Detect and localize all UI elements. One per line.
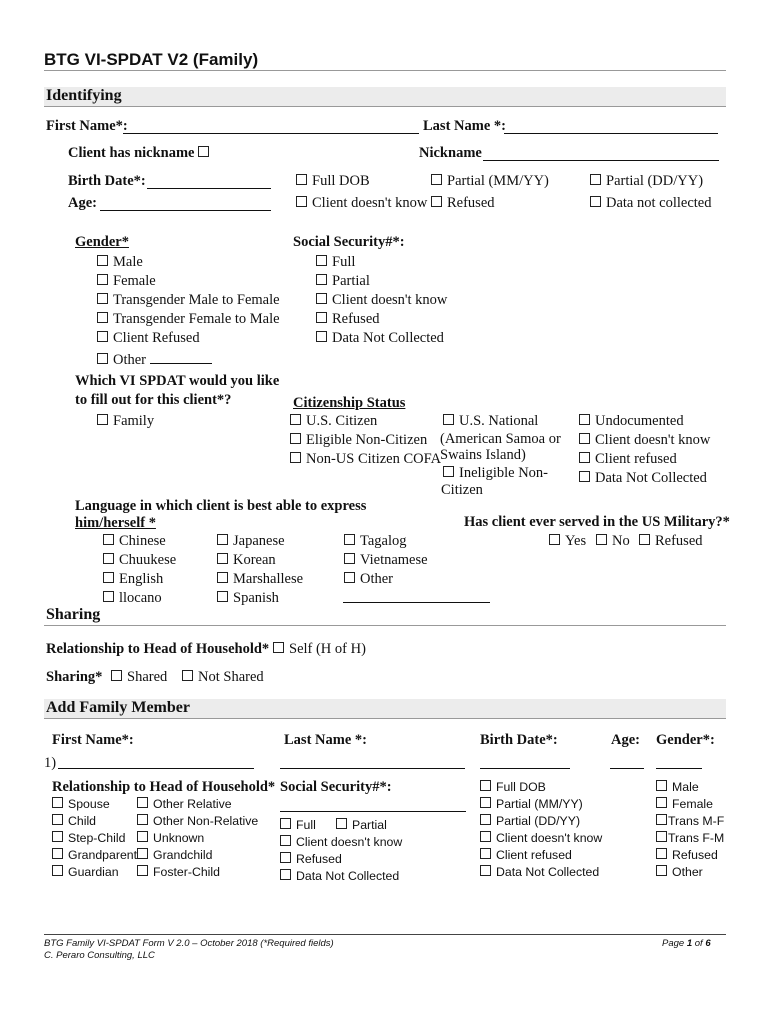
which-spdat-question-line1: Which VI SPDAT would you like (75, 373, 280, 389)
checkbox[interactable] (656, 780, 667, 791)
dob-partial-ddyy-option[interactable]: Partial (DD/YY) (590, 173, 703, 190)
section-rule-identifying (44, 106, 726, 107)
family-gender-other[interactable]: Other (656, 865, 703, 879)
checkbox[interactable] (579, 471, 590, 482)
family-ssn-full[interactable]: Full (280, 818, 316, 832)
military-question: Has client ever served in the US Military?* (464, 514, 730, 530)
citizenship-ineligible-note: Citizen (441, 482, 483, 498)
sharing-option-not-shared[interactable]: Not Shared (182, 669, 264, 686)
family-rel-foster-child[interactable]: Foster-Child (137, 865, 220, 879)
checkbox[interactable] (590, 196, 601, 207)
citizenship-option-eligible-non-citizen[interactable]: Eligible Non-Citizen (290, 432, 427, 449)
footer-company: C. Peraro Consulting, LLC (44, 950, 155, 961)
checkbox[interactable] (137, 848, 148, 859)
section-heading-identifying: Identifying (46, 87, 122, 104)
family-rel-unknown[interactable]: Unknown (137, 831, 204, 845)
family-gender-trans-fm[interactable]: Trans F-M (656, 831, 724, 845)
checkbox[interactable] (296, 174, 307, 185)
family-ssn-field[interactable] (280, 811, 466, 812)
family-rel-spouse[interactable]: Spouse (52, 797, 110, 811)
language-label-line1: Language in which client is best able to express (75, 498, 367, 514)
checkbox[interactable] (590, 174, 601, 185)
dob-full-option[interactable]: Full DOB (296, 173, 370, 190)
title-rule (44, 70, 726, 71)
checkbox[interactable] (290, 414, 301, 425)
family-ssn-partial[interactable]: Partial (336, 818, 387, 832)
footer-form-info: BTG Family VI-SPDAT Form V 2.0 – October 2018 (*Required fields) (44, 938, 334, 949)
birth-date-label: Birth Date*: (68, 173, 146, 189)
age-label: Age: (68, 195, 97, 211)
family-gender-refused[interactable]: Refused (656, 848, 718, 862)
gender-option-trans-fm[interactable]: Transgender Female to Male (97, 311, 280, 328)
checkbox[interactable] (656, 797, 667, 808)
checkbox[interactable] (316, 331, 327, 342)
age-field[interactable] (100, 210, 271, 211)
checkbox[interactable] (656, 831, 667, 842)
checkbox[interactable] (103, 553, 114, 564)
checkbox[interactable] (52, 831, 63, 842)
spdat-option-family[interactable]: Family (97, 413, 154, 430)
ssn-option-partial[interactable]: Partial (316, 273, 370, 290)
family-ssn-doesnt-know[interactable]: Client doesn't know (280, 835, 402, 849)
checkbox[interactable] (103, 591, 114, 602)
family-dob-full[interactable]: Full DOB (480, 780, 546, 794)
family-ssn-not-collected[interactable]: Data Not Collected (280, 869, 399, 883)
language-label-line2: him/herself * (75, 515, 156, 531)
language-option-tagalog[interactable]: Tagalog (344, 533, 407, 550)
nickname-checkbox[interactable] (198, 146, 209, 157)
dob-partial-mmyy-option[interactable]: Partial (MM/YY) (431, 173, 549, 190)
family-first-name-label: First Name*: (52, 732, 134, 748)
family-rel-other-non-relative[interactable]: Other Non-Relative (137, 814, 258, 828)
family-relationship-label: Relationship to Head of Household* (52, 779, 276, 795)
checkbox[interactable] (344, 572, 355, 583)
checkbox[interactable] (103, 572, 114, 583)
family-first-name-field[interactable] (58, 768, 254, 769)
section-band-identifying (44, 87, 726, 106)
nickname-label: Nickname (419, 145, 482, 161)
family-gender-label: Gender*: (656, 732, 715, 748)
first-name-field[interactable] (123, 133, 419, 134)
checkbox[interactable] (480, 780, 491, 791)
checkbox[interactable] (443, 466, 454, 477)
checkbox[interactable] (97, 312, 108, 323)
checkbox[interactable] (52, 865, 63, 876)
checkbox[interactable] (290, 433, 301, 444)
citizenship-option-not-collected[interactable]: Data Not Collected (579, 470, 707, 487)
gender-option-trans-mf[interactable]: Transgender Male to Female (97, 292, 280, 309)
client-nickname-option[interactable] (68, 145, 214, 162)
language-option-english[interactable]: English (103, 571, 163, 588)
checkbox[interactable] (344, 534, 355, 545)
family-gender-female[interactable]: Female (656, 797, 713, 811)
checkbox[interactable] (290, 452, 301, 463)
section-heading-add-family: Add Family Member (46, 699, 190, 716)
military-option-refused[interactable]: Refused (639, 533, 703, 550)
gender-option-refused[interactable]: Client Refused (97, 330, 200, 347)
checkbox[interactable] (344, 553, 355, 564)
family-row-number: 1) (44, 755, 57, 771)
language-option-chuukese[interactable]: Chuukese (103, 552, 176, 569)
citizenship-option-us-citizen[interactable]: U.S. Citizen (290, 413, 377, 430)
checkbox[interactable] (280, 818, 291, 829)
citizenship-us-national-note1: (American Samoa or (440, 431, 561, 447)
sharing-option-shared[interactable]: Shared (111, 669, 167, 686)
checkbox[interactable] (97, 293, 108, 304)
checkbox[interactable] (480, 797, 491, 808)
checkbox[interactable] (480, 814, 491, 825)
dob-not-collected-option[interactable]: Data not collected (590, 195, 711, 212)
family-gender-male[interactable]: Male (656, 780, 699, 794)
family-dob-partial-ddyy[interactable]: Partial (DD/YY) (480, 814, 580, 828)
ssn-label: Social Security#*: (293, 234, 405, 250)
checkbox[interactable] (111, 670, 122, 681)
checkbox[interactable] (217, 553, 228, 564)
dob-refused-option[interactable]: Refused (431, 195, 495, 212)
checkbox[interactable] (97, 353, 108, 364)
family-dob-refused[interactable]: Client refused (480, 848, 572, 862)
checkbox[interactable] (443, 414, 454, 425)
citizenship-option-us-national[interactable]: U.S. National (443, 413, 538, 430)
checkbox[interactable] (182, 670, 193, 681)
checkbox[interactable] (549, 534, 560, 545)
family-rel-child[interactable]: Child (52, 814, 96, 828)
family-dob-partial-mmyy[interactable]: Partial (MM/YY) (480, 797, 583, 811)
birth-date-field[interactable] (147, 188, 271, 189)
citizenship-option-ineligible[interactable]: Ineligible Non- (443, 465, 548, 482)
family-rel-step-child[interactable]: Step-Child (52, 831, 125, 845)
language-option-japanese[interactable]: Japanese (217, 533, 285, 550)
language-option-chinese[interactable]: Chinese (103, 533, 166, 550)
section-heading-sharing: Sharing (46, 606, 101, 623)
checkbox[interactable] (656, 814, 667, 825)
last-name-label: Last Name *: (423, 118, 506, 134)
family-rel-other-relative[interactable]: Other Relative (137, 797, 232, 811)
checkbox[interactable] (316, 293, 327, 304)
language-option-spanish[interactable]: Spanish (217, 590, 279, 607)
family-gender-field[interactable] (656, 768, 702, 769)
relationship-hoh-label: Relationship to Head of Household* (46, 641, 270, 657)
ssn-option-not-collected[interactable]: Data Not Collected (316, 330, 444, 347)
first-name-label: First Name*: (46, 118, 128, 134)
checkbox[interactable] (137, 797, 148, 808)
gender-option-other[interactable]: Other (97, 349, 212, 369)
checkbox[interactable] (217, 572, 228, 583)
checkbox[interactable] (280, 835, 291, 846)
checkbox[interactable] (52, 814, 63, 825)
checkbox[interactable] (336, 818, 347, 829)
dob-doesnt-know-option[interactable]: Client doesn't know (296, 195, 427, 212)
section-rule-add-family (44, 718, 726, 719)
citizenship-option-doesnt-know[interactable]: Client doesn't know (579, 432, 710, 449)
gender-option-female[interactable]: Female (97, 273, 156, 290)
relationship-self-option[interactable]: Self (H of H) (273, 641, 366, 658)
family-rel-grandchild[interactable]: Grandchild (137, 848, 212, 862)
checkbox[interactable] (480, 865, 491, 876)
checkbox[interactable] (596, 534, 607, 545)
citizenship-option-undocumented[interactable]: Undocumented (579, 413, 684, 430)
page-title: BTG VI-SPDAT V2 (Family) (44, 50, 259, 69)
family-age-label: Age: (611, 732, 640, 748)
family-birth-date-label: Birth Date*: (480, 732, 558, 748)
checkbox[interactable] (217, 534, 228, 545)
citizenship-option-refused[interactable]: Client refused (579, 451, 677, 468)
family-last-name-label: Last Name *: (284, 732, 367, 748)
military-option-no[interactable]: No (596, 533, 630, 550)
nickname-field[interactable] (483, 160, 719, 161)
gender-option-male[interactable]: Male (97, 254, 143, 271)
language-option-ilocano[interactable]: llocano (103, 590, 162, 607)
family-last-name-field[interactable] (280, 768, 465, 769)
checkbox[interactable] (296, 196, 307, 207)
checkbox[interactable] (480, 831, 491, 842)
section-rule-sharing (44, 625, 726, 626)
language-option-other[interactable]: Other (344, 571, 393, 588)
checkbox[interactable] (431, 196, 442, 207)
family-rel-grandparent[interactable]: Grandparent (52, 848, 137, 862)
last-name-field[interactable] (504, 133, 718, 134)
gender-other-field[interactable] (150, 349, 212, 364)
language-option-korean[interactable]: Korean (217, 552, 276, 569)
checkbox[interactable] (656, 848, 667, 859)
checkbox[interactable] (316, 312, 327, 323)
checkbox[interactable] (217, 591, 228, 602)
ssn-option-refused[interactable]: Refused (316, 311, 380, 328)
checkbox[interactable] (52, 848, 63, 859)
footer-rule (44, 934, 726, 935)
checkbox[interactable] (316, 274, 327, 285)
checkbox[interactable] (52, 797, 63, 808)
family-age-field[interactable] (610, 768, 644, 769)
checkbox[interactable] (431, 174, 442, 185)
checkbox[interactable] (97, 274, 108, 285)
language-option-vietnamese[interactable]: Vietnamese (344, 552, 428, 569)
checkbox[interactable] (137, 831, 148, 842)
checkbox[interactable] (137, 865, 148, 876)
citizenship-us-national-note2: Swains Island) (440, 447, 526, 463)
family-ssn-refused[interactable]: Refused (280, 852, 342, 866)
checkbox[interactable] (97, 331, 108, 342)
checkbox[interactable] (97, 414, 108, 425)
language-other-field[interactable] (343, 602, 490, 603)
checkbox[interactable] (316, 255, 327, 266)
ssn-option-full[interactable]: Full (316, 254, 355, 271)
military-option-yes[interactable]: Yes (549, 533, 586, 550)
checkbox[interactable] (137, 814, 148, 825)
checkbox[interactable] (280, 852, 291, 863)
checkbox[interactable] (579, 433, 590, 444)
family-birth-date-field[interactable] (480, 768, 570, 769)
checkbox[interactable] (579, 452, 590, 463)
family-dob-not-collected[interactable]: Data Not Collected (480, 865, 599, 879)
checkbox[interactable] (273, 642, 284, 653)
footer-page-number: Page 1 of 6 (662, 938, 711, 949)
family-ssn-label: Social Security#*: (280, 779, 392, 795)
family-dob-doesnt-know[interactable]: Client doesn't know (480, 831, 602, 845)
citizenship-label: Citizenship Status (293, 395, 406, 411)
checkbox[interactable] (103, 534, 114, 545)
checkbox[interactable] (639, 534, 650, 545)
checkbox[interactable] (97, 255, 108, 266)
sharing-label: Sharing* (46, 669, 103, 685)
client-nickname-label: Client has nickname (68, 145, 195, 161)
checkbox[interactable] (280, 869, 291, 880)
checkbox[interactable] (579, 414, 590, 425)
family-rel-guardian[interactable]: Guardian (52, 865, 119, 879)
citizenship-option-cofa[interactable]: Non-US Citizen COFA (290, 451, 441, 468)
checkbox[interactable] (480, 848, 491, 859)
ssn-option-doesnt-know[interactable]: Client doesn't know (316, 292, 447, 309)
checkbox[interactable] (656, 865, 667, 876)
which-spdat-question-line2: to fill out for this client*? (75, 392, 232, 408)
gender-label: Gender* (75, 234, 129, 250)
language-option-marshallese[interactable]: Marshallese (217, 571, 303, 588)
family-gender-trans-mf[interactable]: Trans M-F (656, 814, 724, 828)
